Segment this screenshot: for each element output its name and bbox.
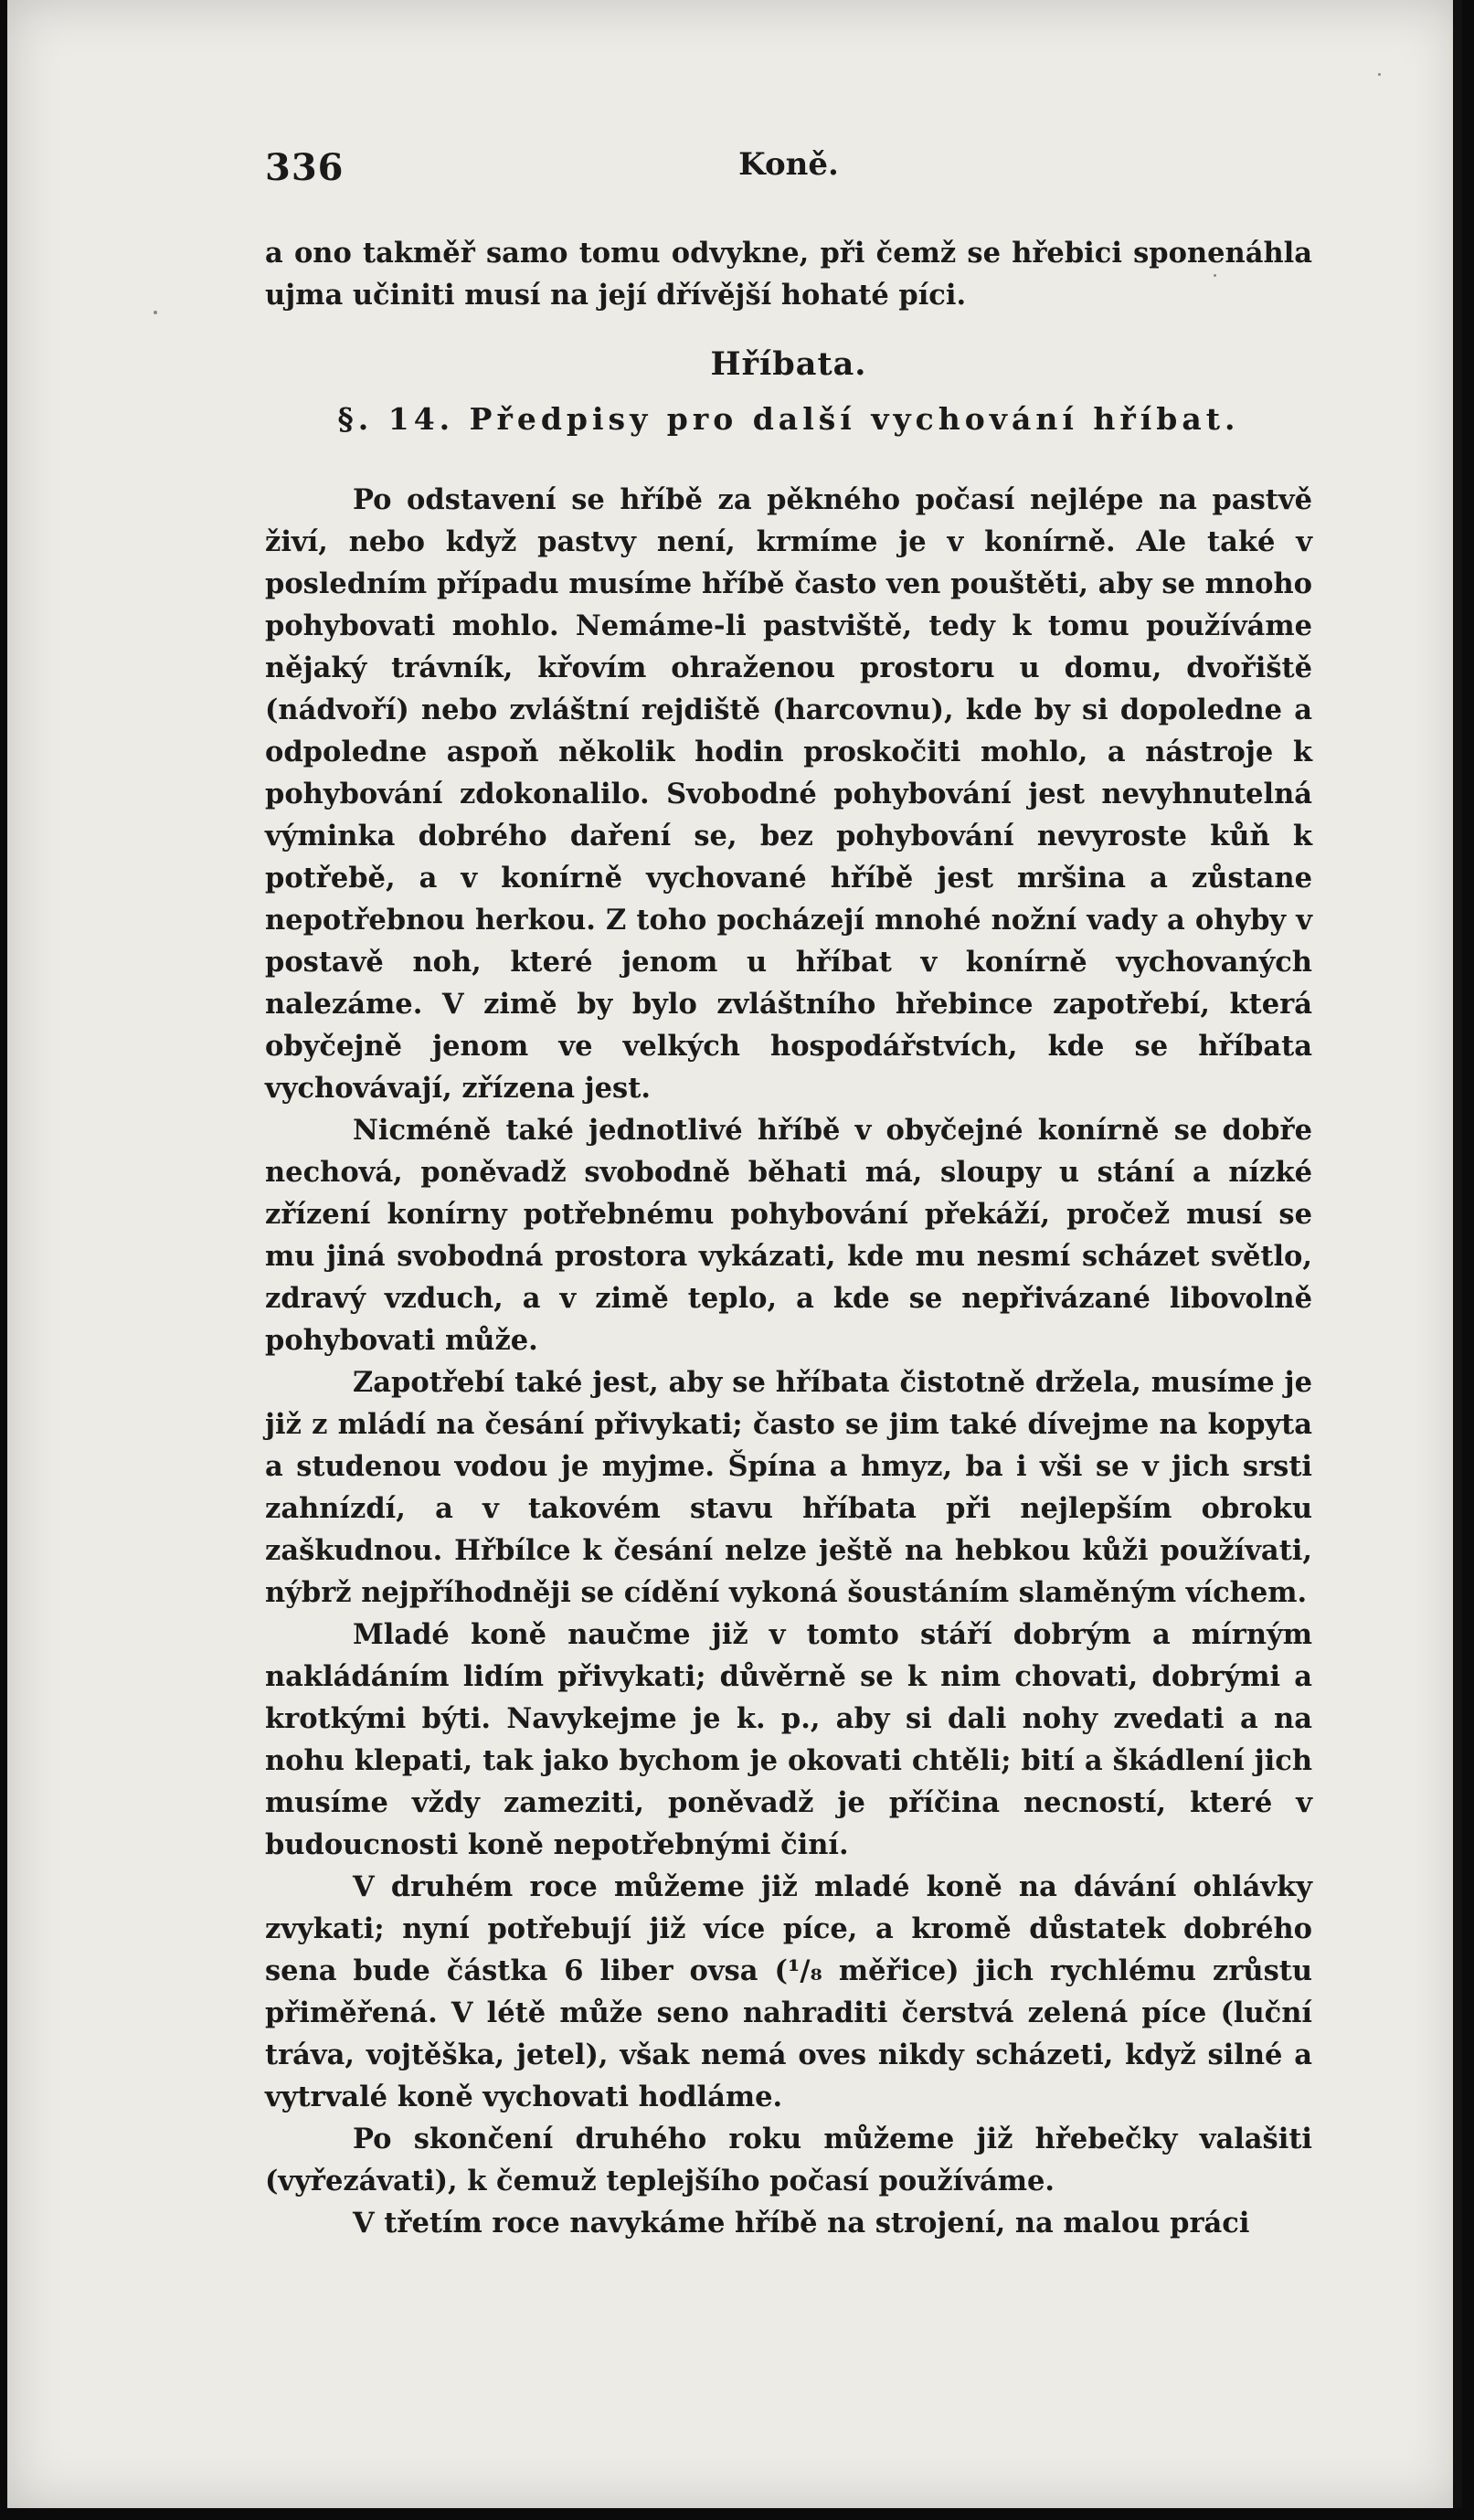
- scan-border: [1453, 0, 1462, 2508]
- page-number: 336: [265, 146, 345, 189]
- paragraph: Nicméně také jednotlivé hříbě v obyčejné konírně se dobře nechová, poněvadž svobodně běhati má, sloupy u stání a nízké zřízení konírny potřebnému pohybování překáží, pročež musí se mu jiná svobodná prostora vykázati, kde mu nesmí scházet světlo, zdravý vzduch, a v zimě teplo, a kde se nepřivázané libovolně pohybovati může.: [265, 1114, 1312, 1357]
- paragraph: V druhém roce můžeme již mladé koně na dávání ohlávky zvykati; nyní potřebují již více píce, a kromě důstatek dobrého sena bude částka 6 liber ovsa (¹/₈ měřice) jich rychlému zrůstu přiměřená. V létě může seno nahraditi čerstvá zelená píce (luční tráva, vojtěška, jetel), však nemá oves nikdy scházeti, když silné a vytrvalé koně vychovati hodláme.: [265, 1870, 1312, 2113]
- paragraph: Mladé koně naučme již v tomto stáří dobrým a mírným nakládáním lidím přivykati; důvěrně se k nim chovati, dobrými a krotkými býti. Navykejme je k. p., aby si dali nohy zvedati a na nohu klepati, tak jako bychom je okovati chtěli; bití a škádlení jich musíme vždy zameziti, poněvadž je příčina necností, které v budoucnosti koně nepotřebnými činí.: [265, 1618, 1312, 1861]
- paragraph: Zapotřebí také jest, aby se hříbata čistotně držela, musíme je již z mládí na česání přivykati; často se jim také dívejme na kopyta a studenou vodou je myjme. Špína a hmyz, ba i vši se v jich srsti zahnízdí, a v takovém stavu hříbata při nejlepším obroku zaškudnou. Hřbílce k česání nelze ještě na hebkou kůži používati, nýbrž nejpříhodněji se cídění vykoná šoustáním slaměným víchem.: [265, 1366, 1312, 1609]
- paragraph: V třetím roce navykáme hříbě na strojení, na malou práci: [353, 2207, 1250, 2239]
- paragraph: Po skončení druhého roku můžeme již hřebečky valašiti (vyřezávati), k čemuž teplejšího počasí používáme.: [265, 2123, 1312, 2197]
- lead-paragraph: a ono takměř samo tomu odvykne, při čemž se hřebici sponenáhla ujma učiniti musí na její dřívější hohaté píci.: [265, 237, 1312, 312]
- page-header: [265, 146, 1312, 201]
- running-head: Koně.: [738, 146, 839, 183]
- paragraph: Po odstavení se hříbě za pěkného počasí nejlépe na pastvě živí, nebo když pastvy není, krmíme je v konírně. Ale také v posledním případu musíme hříbě často ven pouštěti, aby se mnoho pohybovati mohlo. Nemáme-li pastviště, tedy k tomu používáme nějaký trávník, křovím ohraženou prostoru u domu, dvořiště (nádvoří) nebo zvláštní rejdiště (harcovnu), kde by si dopoledne a odpoledne aspoň několik hodin proskočiti mohlo, a nástroje k pohybování zdokonalilo. Svobodné pohybování jest nevyhnutelná výminka dobrého daření se, bez pohybování nevyroste kůň k potřebě, a v konírně vychované hříbě jest mršina a zůstane nepotřebnou herkou. Z toho pocházejí mnohé nožní vady a ohyby v postavě noh, které jenom u hříbat v konírně vychovaných nalezáme. V zimě by bylo zvláštního hřebince zapotřebí, která obyčejně jenom ve velkých hospodářstvích, kde se hříbata vychovávají, zřízena jest.: [265, 483, 1312, 1105]
- section-title: Hříbata.: [710, 345, 867, 383]
- book-page: [7, 0, 1462, 2508]
- page-body: [265, 232, 1312, 2244]
- scan-speck: [1378, 73, 1381, 76]
- scan-speck: [154, 311, 157, 314]
- subsection-title: §. 14. Předpisy pro další vychování hříbat.: [337, 401, 1240, 437]
